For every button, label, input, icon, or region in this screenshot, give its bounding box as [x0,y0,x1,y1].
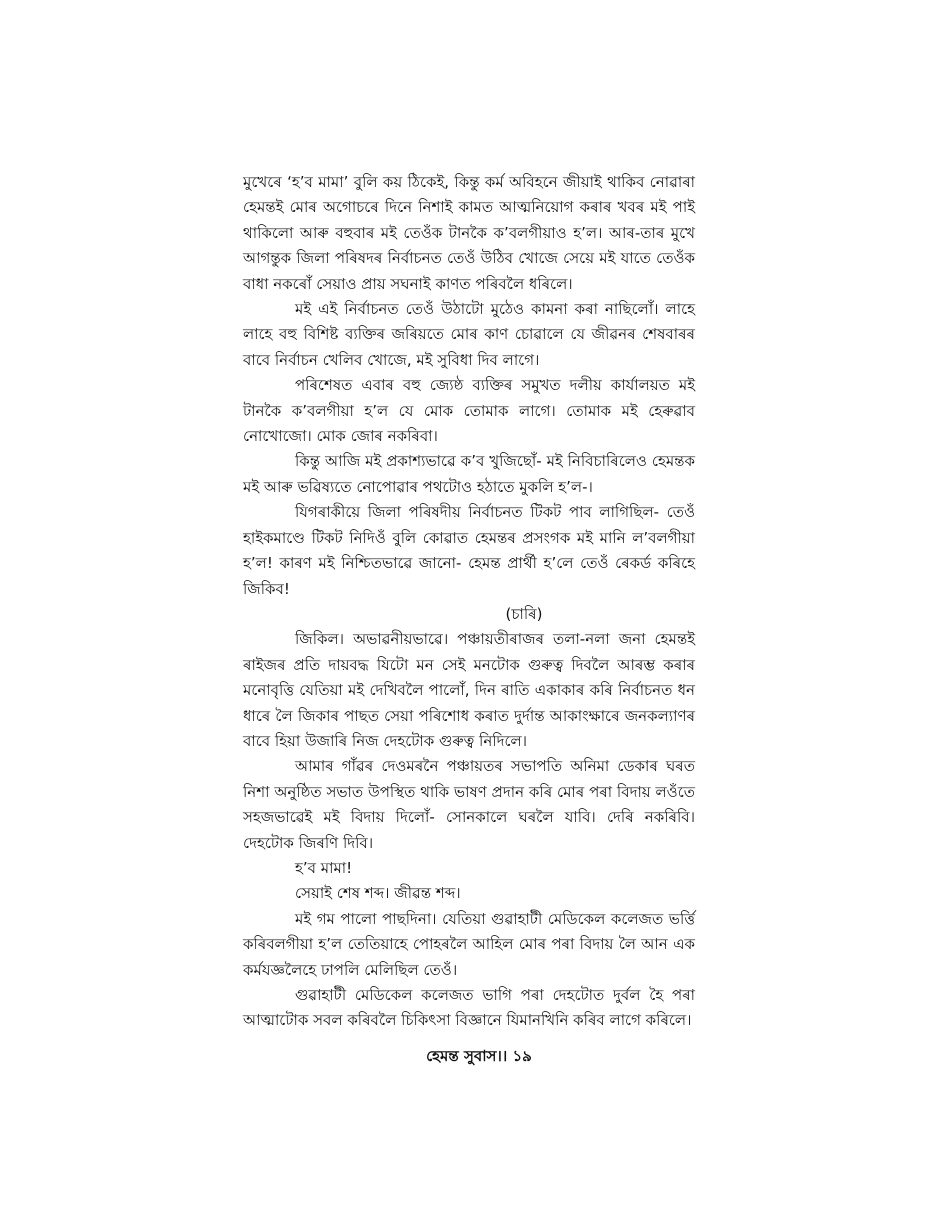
document-page [243,170,695,1069]
paragraph-3: পৰিশেষত এবাৰ বহু জ্যেষ্ঠ ব্যক্তিৰ সমুখত দলীয় কাৰ্যালয়ত মই টানকৈ ক’বলগীয়া হ’ল যে মোক তোমাক লাগে। তোমাক মই হেৰুৱাব নোখোজো। মোক জোৰ নকৰিবা। [243,376,695,446]
paragraph-2: মই এই নিৰ্বাচনত তেওঁ উঠাটো মুঠেও কামনা কৰা নাছিলোঁ। লাহে লাহে বহু বিশিষ্ট ব্যক্তিৰ জৰিয়তে মোৰ কাণ চোৱালে যে জীৱনৰ শেষবাৰৰ বাবে নিৰ্বাচন খেলিব খোজে, মই সুবিধা দিব লাগে। [243,300,695,369]
paragraph-11: গুৱাহাটী মেডিকেল কলেজত ভাগি পৰা দেহটোত দুৰ্বল হৈ পৰা আত্মাটোক সবল কৰিবলৈ চিকিৎসা বিজ্ঞানে যিমানখিনি কৰিব লাগে কৰিলে। [243,986,695,1030]
paragraph-4: কিন্তু আজি মই প্ৰকাশ্যভাৱে ক’ব খুজিছোঁ- মই নিবিচাৰিলেও হেমন্তক মই আৰু ভৱিষ্যতে নোপোৱাৰ পথটোও হঠাতে মুকলি হ’ল-। [243,452,695,496]
paragraph-1: মুখেৰে ‘হ’ব মামা’ বুলি কয় ঠিকেই, কিন্তু কৰ্ম অবিহনে জীয়াই থাকিব নোৱাৰা হেমন্তই মোৰ অগোচৰে দিনে নিশাই কামত আত্মনিয়োগ কৰাৰ খবৰ মই পাই থাকিলো আৰু বহুবাৰ মই তেওঁক টানকৈ ক’বলগীয়াও হ’ল। আৰ-তাৰ মুখে আগন্তুক জিলা পৰিষদৰ নিৰ্বাচনত তেওঁ উঠিব খোজে সেয়ে মই যাতে তেওঁক বাধা নকৰোঁ সেয়াও প্ৰায় সঘনাই কাণত পৰিবলৈ ধৰিলে। [243,173,695,293]
paragraph-9: সেয়াই শেষ শব্দ। জীৱন্ত শব্দ। [295,884,461,903]
footer-separator: ।। [496,1046,508,1065]
footer-title: হেমন্ত সুবাস [426,1046,497,1065]
paragraph-7: আমাৰ গাঁৱৰ দেওমৰনৈ পঞ্চায়তৰ সভাপতি অনিমা ডেকাৰ ঘৰত নিশা অনুষ্ঠিত সভাত উপস্থিত থাকি ভাষণ প্ৰদান কৰি মোৰ পৰা বিদায় লওঁতে সহজভাৱেই মই বিদায় দিলোঁ- সোনকালে ঘৰলৈ যাবি। দেৰি নকৰিবি। দেহটোক জিৰণি দিবি। [243,757,695,852]
paragraph-5: যিগৰাকীয়ে জিলা পৰিষদীয় নিৰ্বাচনত টিকট পাব লাগিছিল- তেওঁ হাইকমাণ্ডে টিকট নিদিওঁ বুলি কোৱাত হেমন্তৰ প্ৰসংগক মই মানি ল’বলগীয়া হ’ল! কাৰণ মই নিশ্চিতভাৱে জানো- হেমন্ত প্ৰাৰ্থী হ’লে তেওঁ ৰেকৰ্ড কৰিহে জিকিব! [243,503,695,598]
paragraph-6: জিকিল। অভাৱনীয়ভাৱে। পঞ্চায়তীৰাজৰ তলা-নলা জনা হেমন্তই ৰাইজৰ প্ৰতি দায়বদ্ধ যিটো মন সেই মনটোক গুৰুত্ব দিবলৈ আৰম্ভ কৰাৰ মনোবৃত্তি যেতিয়া মই দেখিবলৈ পালোঁ, দিন ৰাতি একাকাৰ কৰি নিৰ্বাচনত ধন ধাৰে লৈ জিকাৰ পাছত সেয়া পৰিশোধ কৰাত দুৰ্দান্ত আকাংক্ষাৰে জনকল্যাণৰ বাবে হিয়া উজাৰি নিজ দেহটোক গুৰুত্ব নিদিলে। [243,630,695,750]
paragraph-8: হ’ব মামা! [295,858,353,877]
page-number: ১৯ [512,1046,532,1065]
page-footer [243,1044,695,1069]
paragraph-10: মই গম পালো পাছদিনা। যেতিয়া গুৱাহাটী মেডিকেল কলেজত ভৰ্ত্তি কৰিবলগীয়া হ’ল তেতিয়াহে পোহৰলৈ আহিল মোৰ পৰা বিদায় লৈ আন এক কৰ্মযজ্ঞলৈহে ঢাপলি মেলিছিল তেওঁ। [243,909,695,979]
section-heading: (চাৰি) [505,604,543,623]
